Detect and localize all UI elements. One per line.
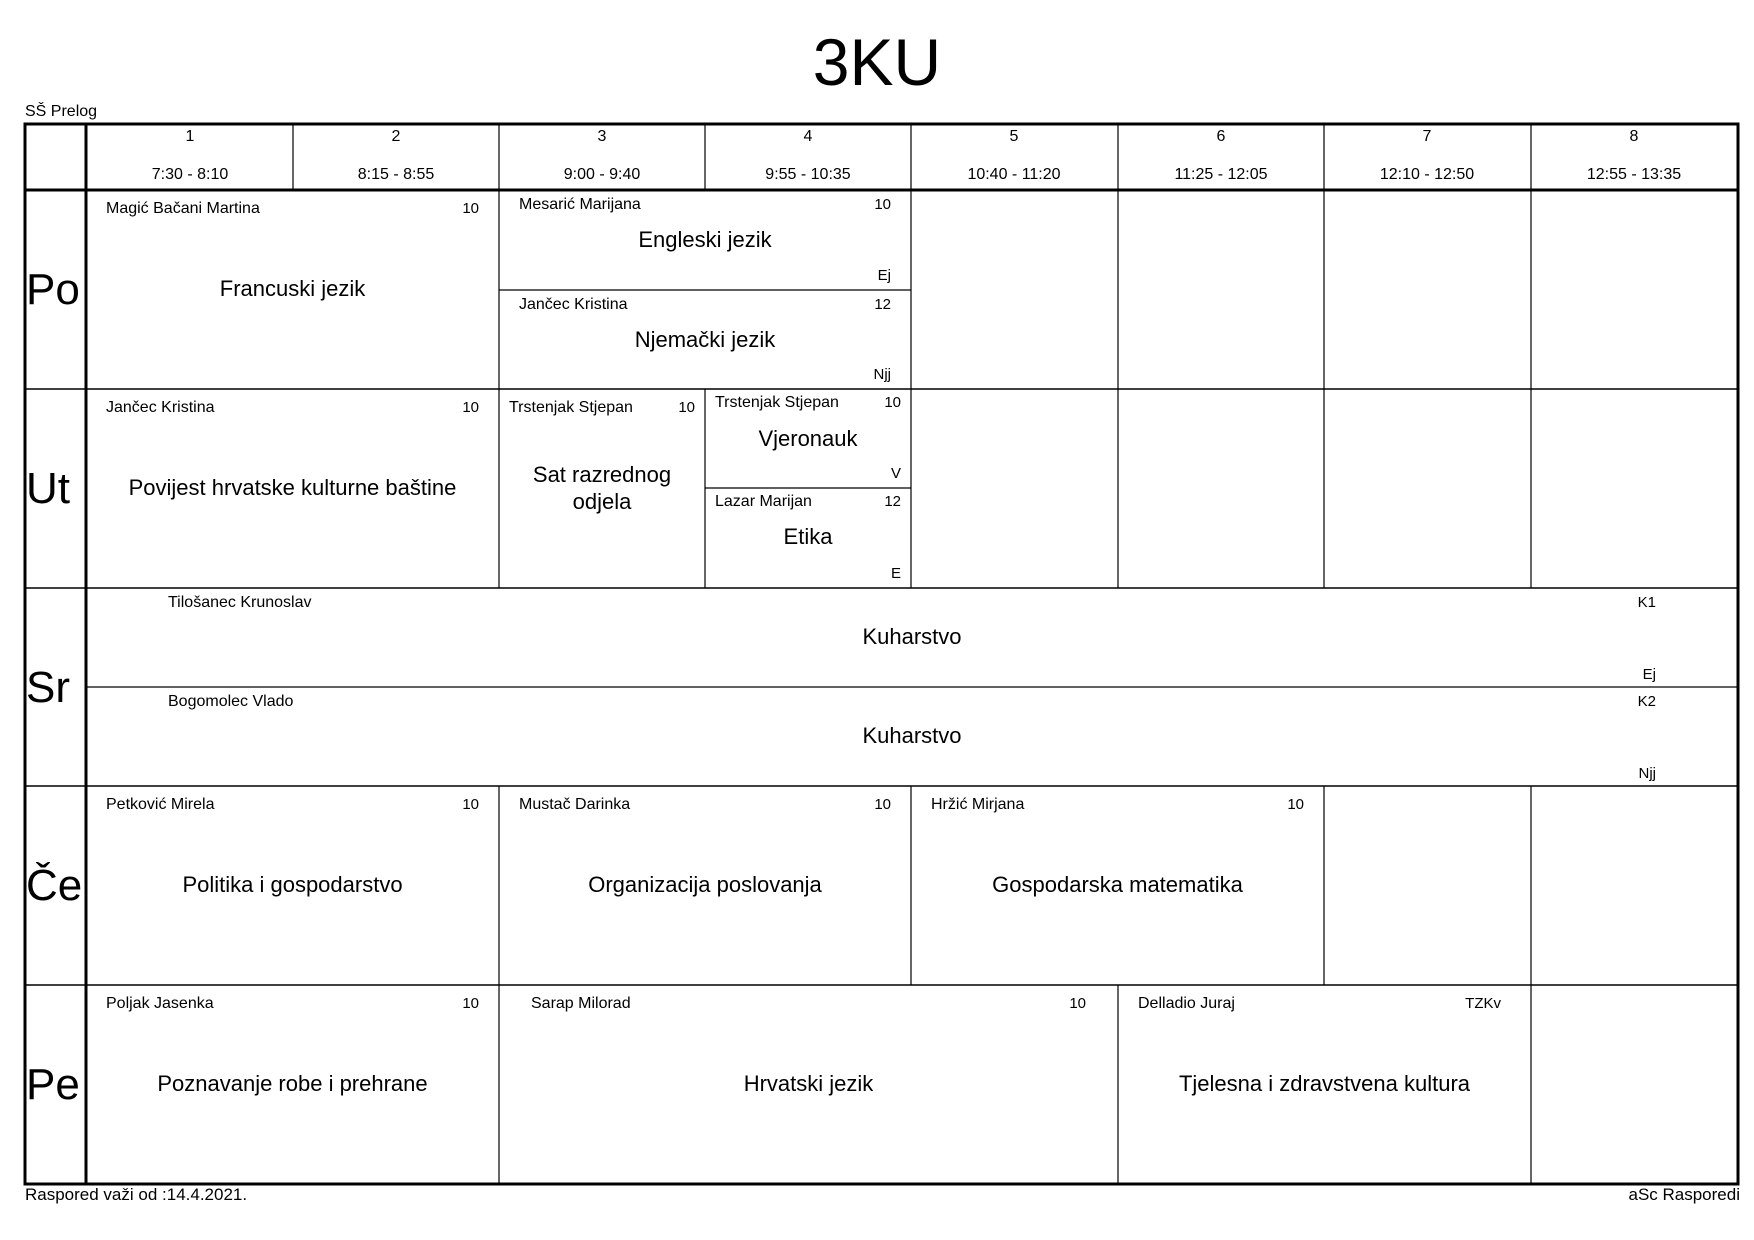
subject-name: Hrvatski jezik [743, 1071, 874, 1096]
day-label-pe: Pe [26, 1060, 80, 1109]
lesson-cell[interactable] [499, 190, 911, 290]
teacher-name: Bogomolec Vlado [168, 693, 294, 710]
room-number: 10 [462, 399, 479, 416]
subject-name: Vjeronauk [758, 426, 858, 451]
room-number: 10 [462, 995, 479, 1012]
teacher-name: Petković Mirela [106, 796, 215, 813]
day-label-sr: Sr [26, 663, 70, 712]
group-code: V [890, 465, 901, 482]
period-number: 2 [391, 128, 401, 145]
period-time: 12:10 - 12:50 [1379, 166, 1475, 183]
teacher-name: Mustač Darinka [519, 796, 631, 813]
teacher-name: Trstenjak Stjepan [715, 394, 839, 411]
teacher-name: Mesarić Marijana [519, 196, 641, 213]
lesson-cell[interactable] [499, 389, 705, 588]
teacher-name: Jančec Kristina [106, 399, 215, 416]
teacher-name: Lazar Marijan [715, 493, 812, 510]
group-code: E [890, 565, 901, 582]
room-number: 10 [462, 200, 479, 217]
room-number: 10 [462, 796, 479, 813]
room-number: 10 [874, 196, 891, 213]
lesson-cell[interactable] [1118, 985, 1531, 1184]
period-time: 11:25 - 12:05 [1174, 166, 1268, 183]
software-credit: aSc Rasporedi [1628, 1185, 1740, 1204]
period-number: 6 [1216, 128, 1226, 145]
period-number: 4 [803, 128, 813, 145]
group-code: Njj [873, 366, 891, 383]
lesson-cell[interactable] [499, 985, 1118, 1184]
lesson-cell[interactable] [705, 389, 911, 488]
lesson-cell[interactable] [499, 290, 911, 389]
day-label-ce: Če [26, 861, 83, 910]
room-number: 10 [678, 399, 695, 416]
group-code: Njj [1638, 765, 1656, 782]
room-number: 10 [1287, 796, 1304, 813]
lesson-cell[interactable] [705, 488, 911, 588]
period-number: 5 [1009, 128, 1019, 145]
subject-name: Engleski jezik [638, 227, 772, 252]
teacher-name: Poljak Jasenka [106, 995, 214, 1012]
subject-name: Poznavanje robe i prehrane [157, 1071, 428, 1096]
period-time: 8:15 - 8:55 [357, 166, 435, 183]
subject-name: Francuski jezik [219, 276, 366, 301]
lesson-cell[interactable] [86, 786, 499, 985]
subject-name: Kuharstvo [862, 624, 962, 649]
subject-name: Kuharstvo [862, 723, 962, 748]
period-time: 12:55 - 13:35 [1586, 166, 1682, 183]
lesson-cell[interactable] [86, 389, 499, 588]
room-number: 12 [884, 493, 901, 510]
subject-name: Gospodarska matematika [992, 872, 1243, 897]
group-code: Ej [1642, 666, 1656, 683]
teacher-name: Magić Bačani Martina [106, 200, 260, 217]
teacher-name: Sarap Milorad [531, 995, 631, 1012]
subject-name: Organizacija poslovanja [588, 872, 822, 897]
room-number: 10 [1069, 995, 1086, 1012]
lesson-cell[interactable] [86, 985, 499, 1184]
group-code: Ej [877, 267, 891, 284]
room-number: 10 [874, 796, 891, 813]
period-time: 9:00 - 9:40 [563, 166, 641, 183]
subject-name: Politika i gospodarstvo [182, 872, 403, 897]
lesson-cell[interactable] [86, 588, 1738, 687]
subject-name: Etika [783, 524, 833, 549]
teacher-name: Hržić Mirjana [931, 796, 1025, 813]
subject-name: Tjelesna i zdravstvena kultura [1178, 1071, 1471, 1096]
teacher-name: Jančec Kristina [519, 296, 628, 313]
subject-name: Povijest hrvatske kulturne baštine [128, 475, 457, 500]
lesson-cell[interactable] [911, 786, 1324, 985]
period-number: 1 [185, 128, 195, 145]
valid-from-note: Raspored važi od :14.4.2021. [25, 1185, 248, 1204]
period-number: 7 [1422, 128, 1432, 145]
room-number: K1 [1637, 594, 1656, 611]
subject-name: odjela [572, 489, 632, 514]
subject-name: Sat razrednog [532, 462, 672, 487]
period-time: 9:55 - 10:35 [765, 166, 851, 183]
teacher-name: Tilošanec Krunoslav [168, 594, 312, 611]
day-label-po: Po [26, 265, 80, 314]
room-number: TZKv [1465, 995, 1501, 1012]
teacher-name: Delladio Juraj [1138, 995, 1235, 1012]
school-name: SŠ Prelog [25, 103, 98, 120]
period-number: 3 [597, 128, 607, 145]
lesson-cell[interactable] [86, 190, 499, 389]
teacher-name: Trstenjak Stjepan [509, 399, 633, 416]
room-number: 10 [884, 394, 901, 411]
lesson-cell[interactable] [499, 786, 911, 985]
period-time: 10:40 - 11:20 [967, 166, 1061, 183]
lesson-cell[interactable] [86, 687, 1738, 786]
subject-name: Njemački jezik [634, 327, 776, 352]
day-label-ut: Ut [26, 464, 70, 513]
period-time: 7:30 - 8:10 [151, 166, 229, 183]
page-title: 3KU [812, 25, 942, 99]
period-number: 8 [1629, 128, 1639, 145]
room-number: 12 [874, 296, 891, 313]
room-number: K2 [1637, 693, 1656, 710]
